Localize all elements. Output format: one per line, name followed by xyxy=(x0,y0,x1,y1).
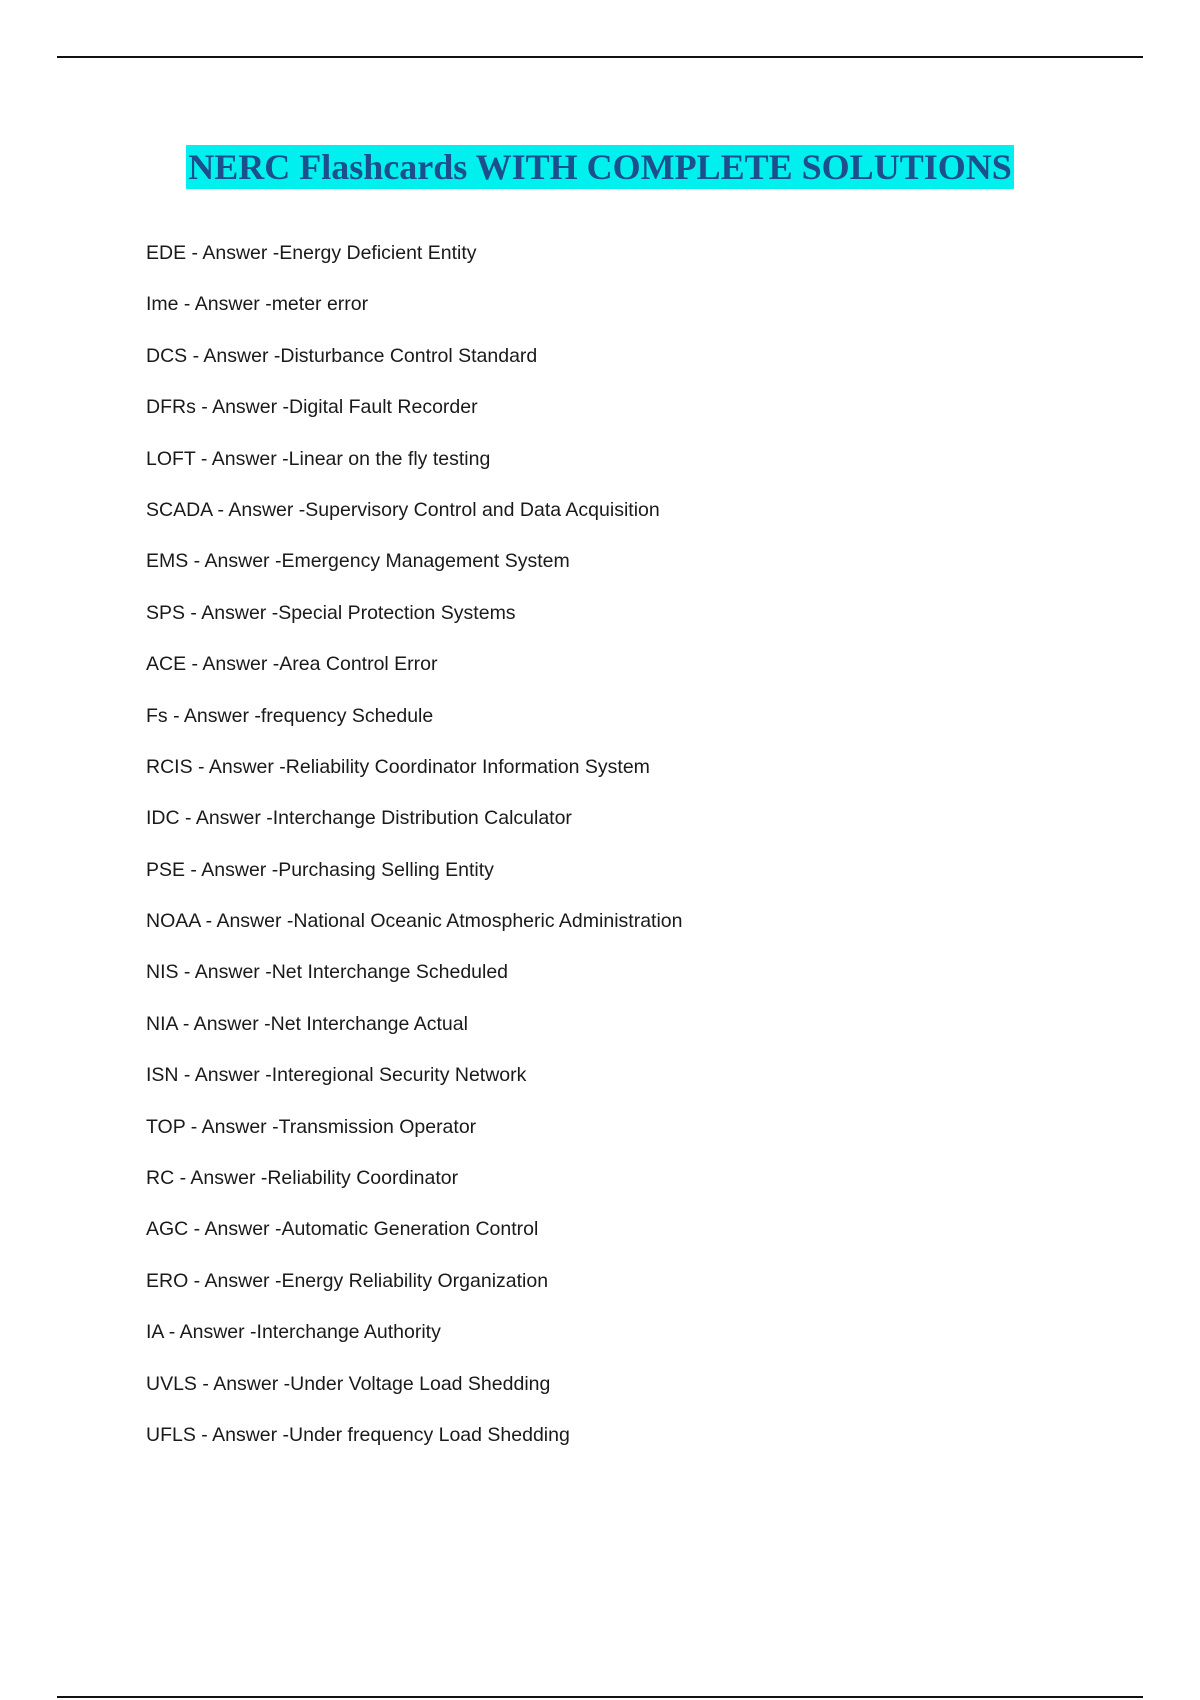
flashcard-item: NIS - Answer -Net Interchange Scheduled xyxy=(146,961,509,984)
flashcard-item: IA - Answer -Interchange Authority xyxy=(146,1321,441,1344)
flashcard-item: ACE - Answer -Area Control Error xyxy=(146,653,438,676)
flashcard-item: AGC - Answer -Automatic Generation Control xyxy=(146,1218,539,1241)
flashcard-item: EMS - Answer -Emergency Management System xyxy=(146,550,570,573)
flashcard-item: EDE - Answer -Energy Deficient Entity xyxy=(146,242,477,264)
flashcard-item: SPS - Answer -Special Protection Systems xyxy=(146,601,516,624)
flashcard-item: ERO - Answer -Energy Reliability Organization xyxy=(146,1269,549,1292)
flashcard-item: Ime - Answer -meter error xyxy=(146,293,369,316)
flashcard-item: SCADA - Answer -Supervisory Control and Data Acquisition xyxy=(146,498,660,521)
flashcard-item: Fs - Answer -frequency Schedule xyxy=(146,704,434,727)
flashcard-item: NOAA - Answer -National Oceanic Atmospheric Administration xyxy=(146,910,683,933)
title-block xyxy=(0,145,1200,189)
flashcard-item: DCS - Answer -Disturbance Control Standard xyxy=(146,344,538,367)
flashcard-item: NIA - Answer -Net Interchange Actual xyxy=(146,1012,468,1035)
flashcard-item: UVLS - Answer -Under Voltage Load Shedding xyxy=(146,1372,551,1395)
header-divider xyxy=(57,56,1143,58)
flashcard-item: RC - Answer -Reliability Coordinator xyxy=(146,1167,459,1190)
document-title: NERC Flashcards WITH COMPLETE SOLUTIONS xyxy=(188,147,1012,187)
flashcard-item: RCIS - Answer -Reliability Coordinator Information System xyxy=(146,755,650,778)
flashcard-item: LOFT - Answer -Linear on the fly testing xyxy=(146,447,491,470)
flashcard-item: ISN - Answer -Interegional Security Network xyxy=(146,1064,527,1087)
flashcard-list xyxy=(146,236,1146,1469)
flashcard-item: DFRs - Answer -Digital Fault Recorder xyxy=(146,396,478,419)
flashcard-item: IDC - Answer -Interchange Distribution Calculator xyxy=(146,807,572,830)
flashcard-item: TOP - Answer -Transmission Operator xyxy=(146,1115,477,1138)
footer-divider xyxy=(57,1696,1143,1698)
flashcard-item: UFLS - Answer -Under frequency Load Shedding xyxy=(146,1423,570,1446)
flashcard-item: PSE - Answer -Purchasing Selling Entity xyxy=(146,858,494,881)
